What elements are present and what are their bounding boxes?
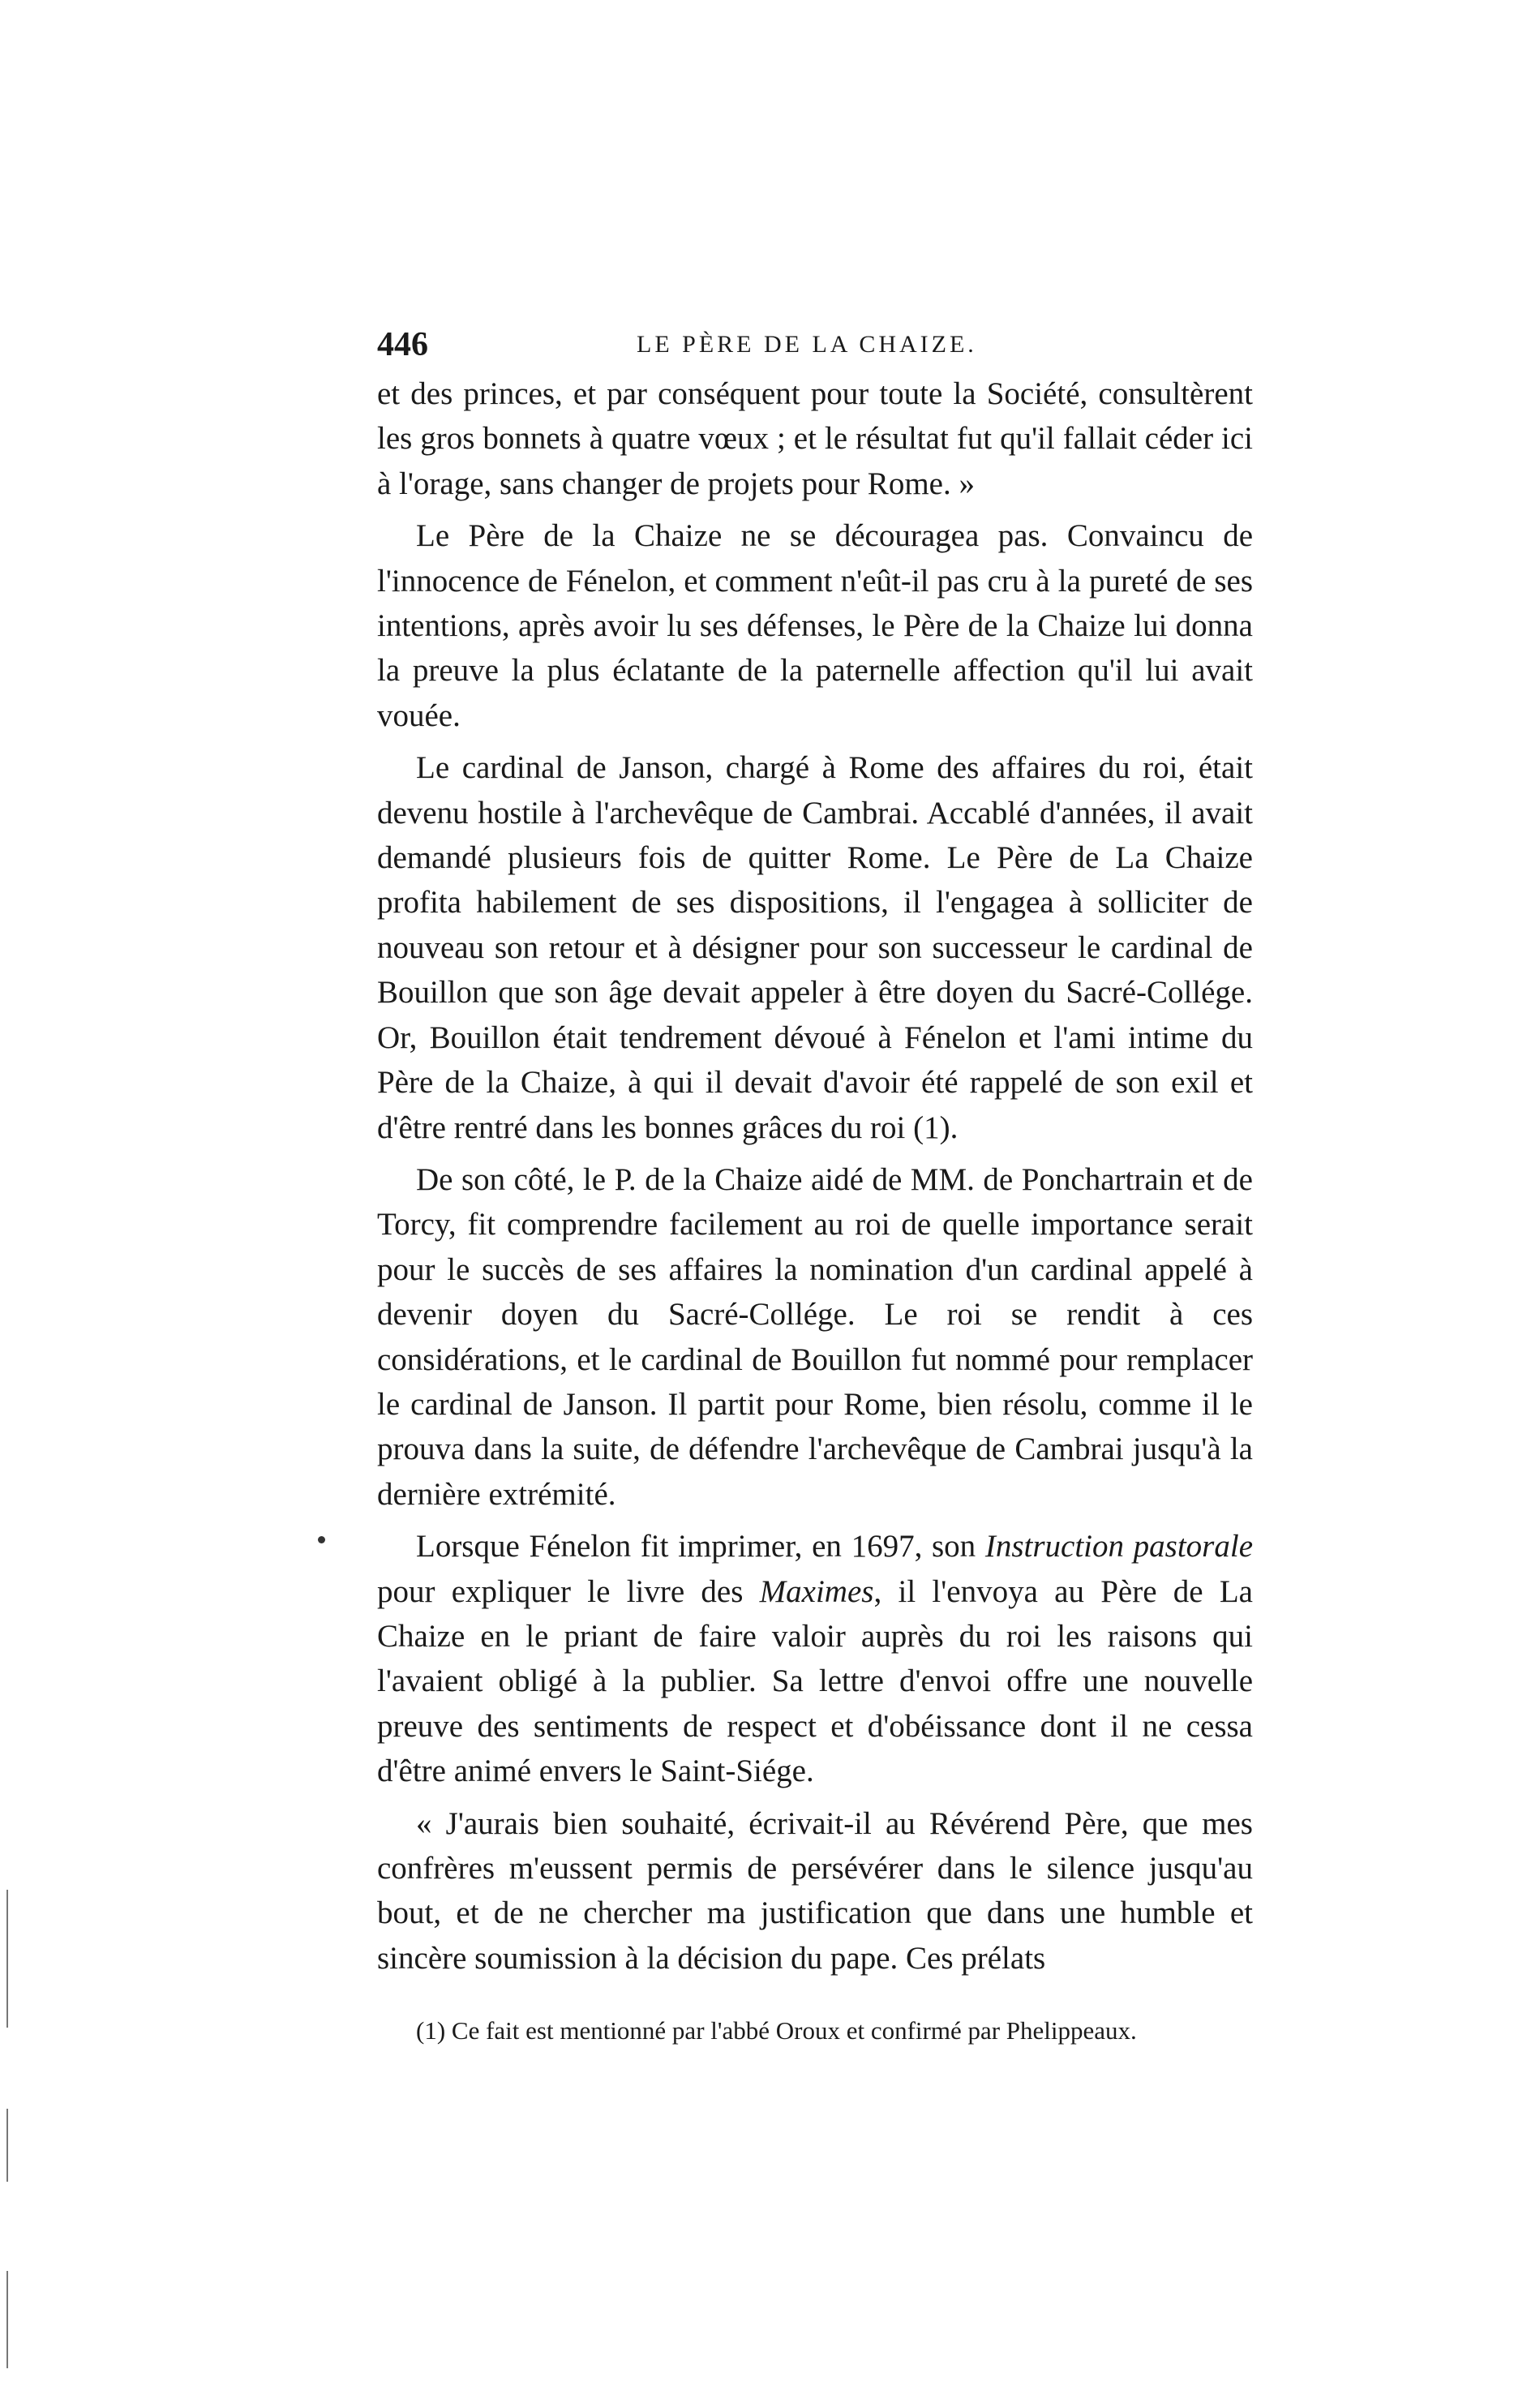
paragraph: Le cardinal de Janson, chargé à Rome des affaires du roi, était devenu hostile à l'archevêque de Cambrai. Accablé d'années, il avait demandé plusieurs fois de quitter Rome. Le Père de La Chaize profita habilement de ses dispositions, il l'engagea à solliciter de nouveau son retour et à désigner pour son successeur le cardinal de Bouillon que son âge devait appeler à être doyen du Sacré-Collége. Or, Bouillon était tendrement dévoué à Fénelon et l'ami intime du Père de la Chaize, à qui il devait d'avoir été rappelé de son exil et d'être rentré dans les bonnes grâces du roi (1). xyxy=(377,750,1253,1145)
italic-title: Instruction pastorale xyxy=(984,1529,1254,1565)
margin-dot xyxy=(318,1536,325,1543)
book-page xyxy=(377,324,1253,2072)
paragraph: De son côté, le P. de la Chaize aidé de MM. de Ponchartrain et de Torcy, fit comprendre facilement au roi de quelle importance serait pour le succès de ses affaires la nomination d'un cardinal appelé à devenir doyen du Sacré-Collége. Le roi se rendit à ces considérations, et le cardinal de Bouillon fut nommé pour remplacer le cardinal de Janson. Il partit pour Rome, bien résolu, comme il le prouva dans la suite, de défendre l'archevêque de Cambrai jusqu'à la dernière extrémité. xyxy=(377,1161,1253,1512)
page-number: 446 xyxy=(377,326,428,363)
paragraph-text: , il l'envoya au Père de La Chaize en le priant de faire valoir auprès du roi les raisons qui l'avaient obligé à la publier. Sa lettre d'envoi offre une nouvelle preuve des sentiments de respect et d'obéissance dont il ne cessa d'être animé envers le Saint-Siége. xyxy=(377,1573,1253,1789)
page-header xyxy=(377,324,1253,365)
paragraph: Le Père de la Chaize ne se découragea pas. Convaincu de l'innocence de Fénelon, et comment n'eût-il pas cru à la pureté de ses intentions, après avoir lu ses défenses, le Père de la Chaize lui donna la preuve la plus éclatante de la paternelle affection qu'il lui avait vouée. xyxy=(377,518,1253,733)
paragraph: « J'aurais bien souhaité, écrivait-il au Révérend Père, que mes confrères m'eussent permis de persévérer dans le silence jusqu'au bout, et de ne chercher ma justification que dans une humble et sincère soumission à la décision du pape. Ces prélats xyxy=(377,1805,1253,1976)
paragraph-text: Lorsque Fénelon fit imprimer, en 1697, son xyxy=(416,1529,985,1565)
paragraph: et des princes, et par conséquent pour toute la Société, consultèrent les gros bonnets à quatre vœux ; et le résultat fut qu'il fallait céder ici à l'orage, sans changer de projets pour Rome. » xyxy=(377,376,1253,501)
margin-mark xyxy=(6,1890,8,2028)
paragraph-text: pour expliquer le livre des xyxy=(377,1573,760,1609)
margin-mark xyxy=(6,2271,8,2368)
margin-mark xyxy=(6,2109,8,2182)
running-title: LE PÈRE DE LA CHAIZE. xyxy=(637,331,977,358)
body-text xyxy=(377,371,1253,1981)
footnote: (1) Ce fait est mentionné par l'abbé Oroux et confirmé par Phelippeaux. xyxy=(416,2016,1137,2045)
paragraph xyxy=(377,1524,1253,1793)
italic-title: Maximes xyxy=(759,1573,874,1609)
